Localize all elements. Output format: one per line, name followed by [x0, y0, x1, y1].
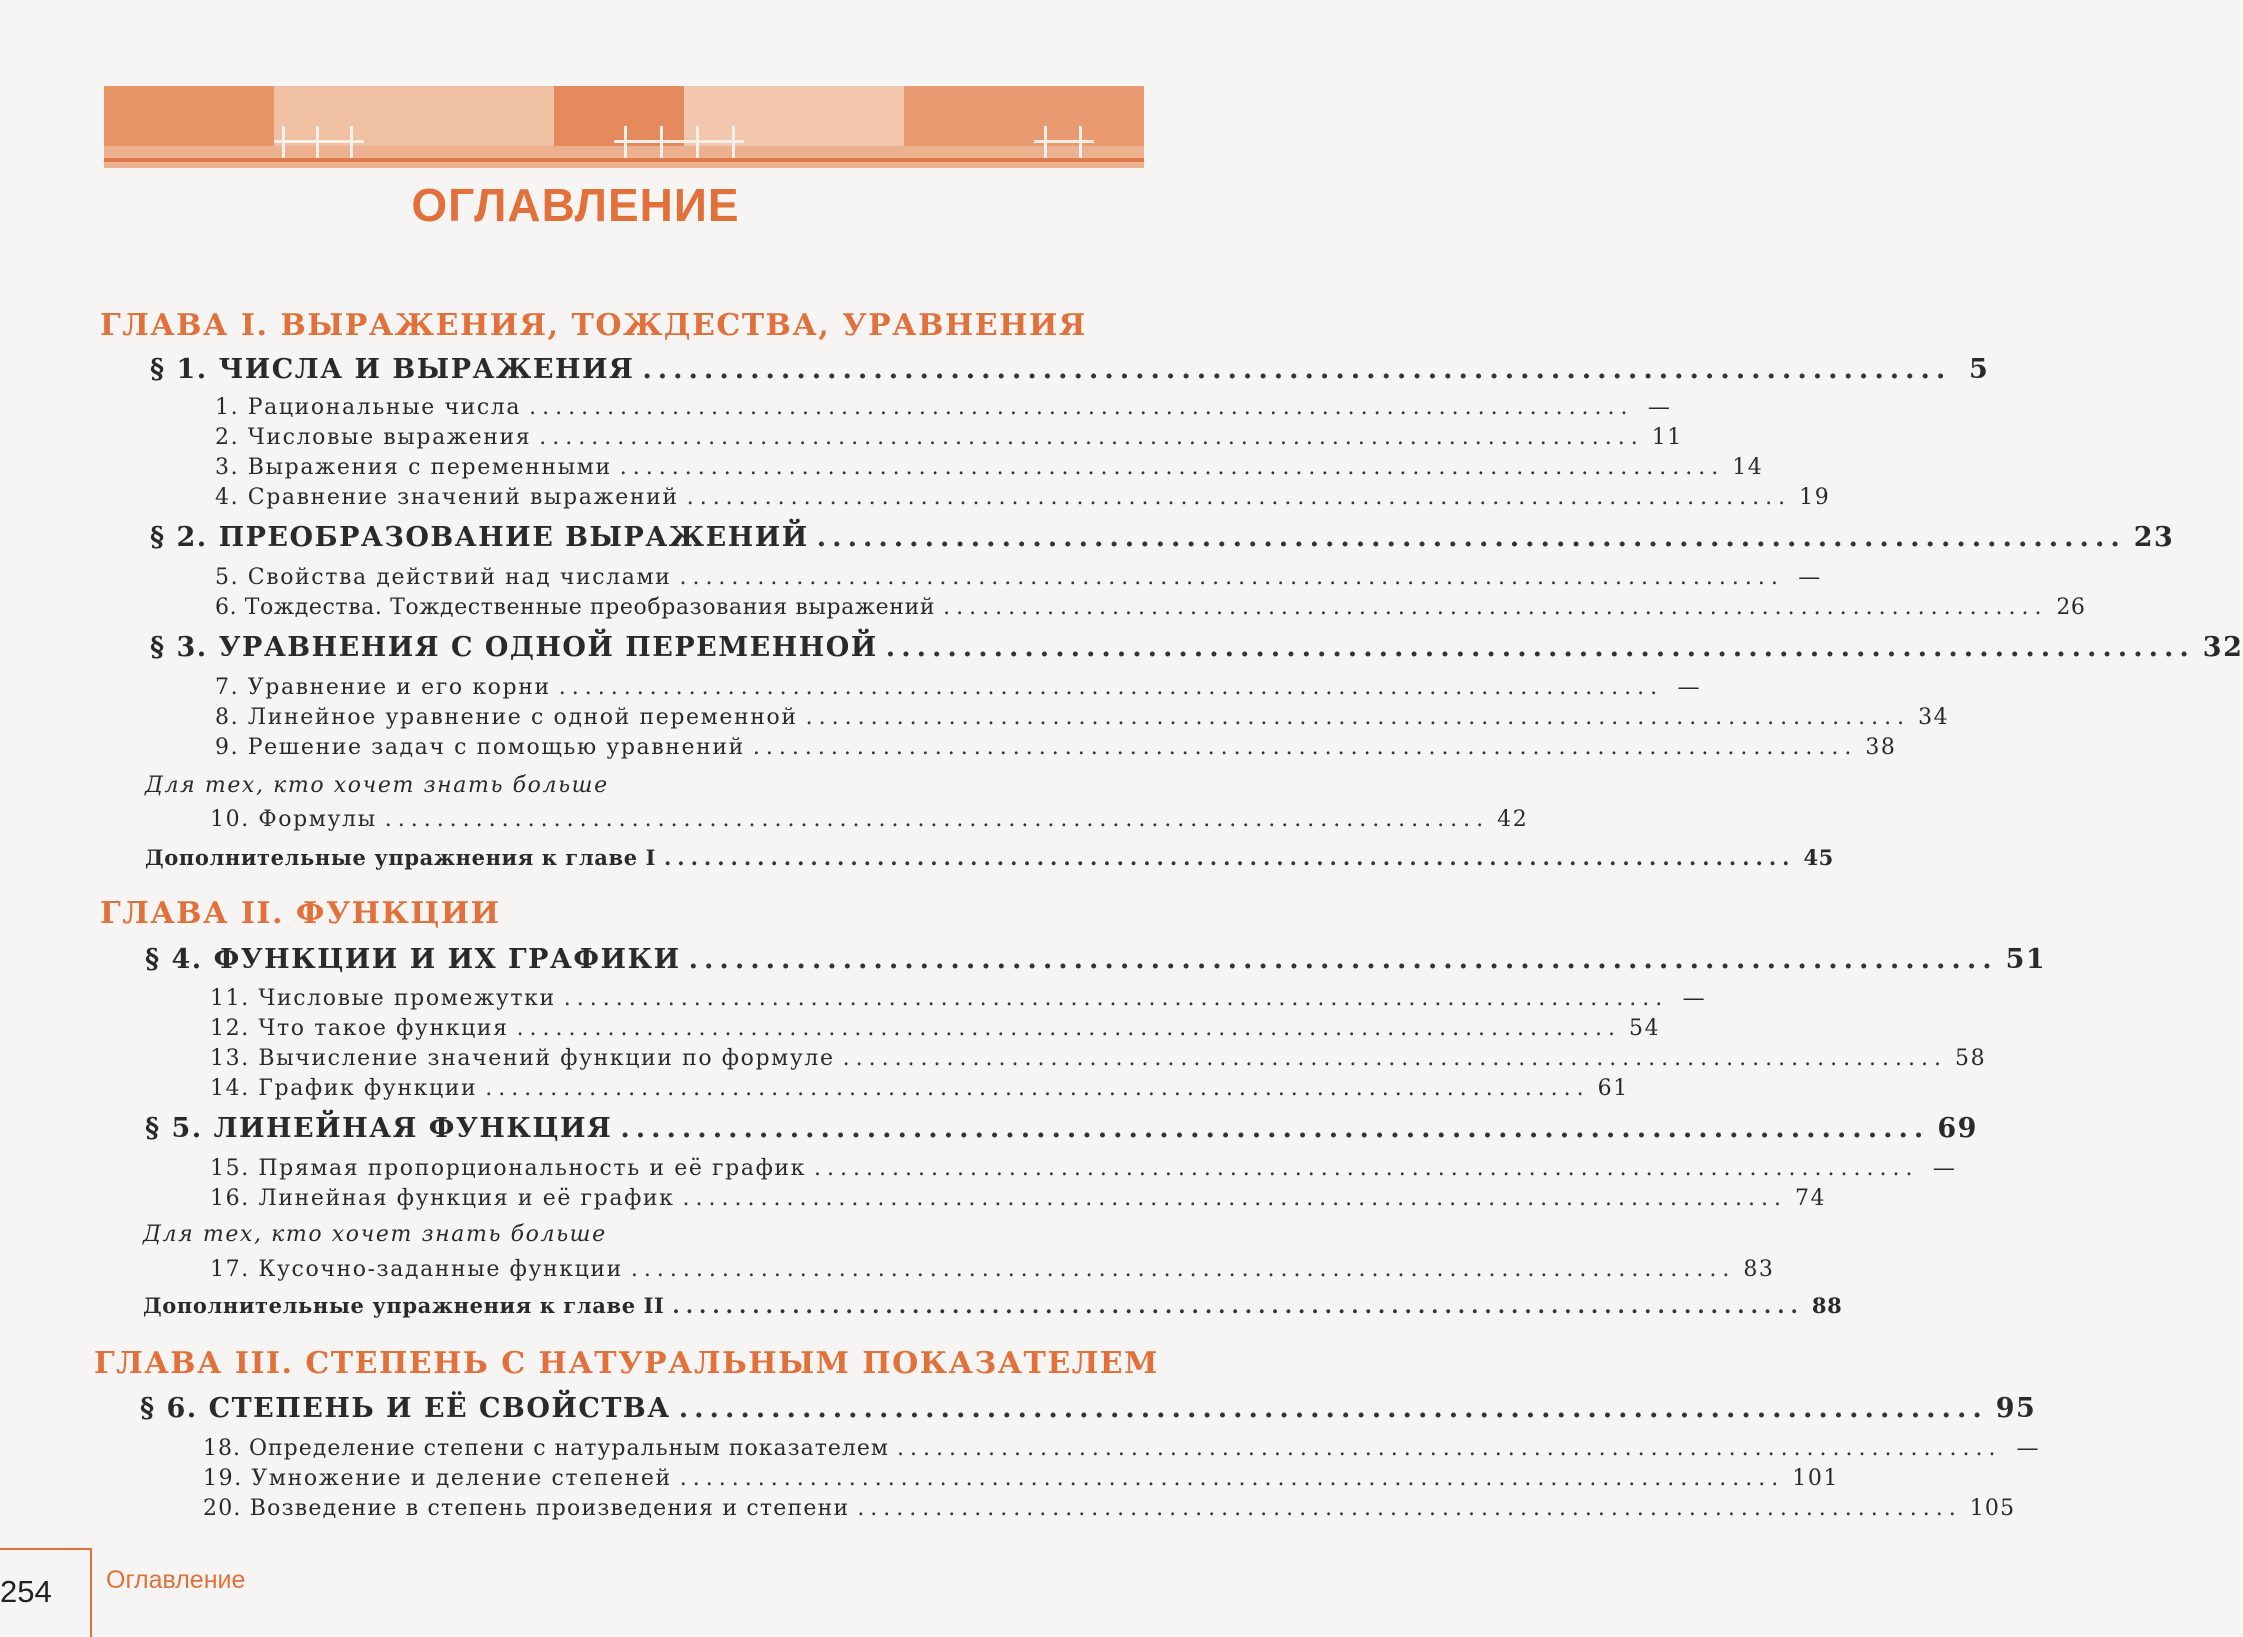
- page-ref: —: [1647, 395, 1672, 420]
- leader-dots: .....................................................................................: [943, 595, 2048, 620]
- leader-dots: .....................................................................................: [816, 522, 2126, 553]
- toc-extra[interactable]: Дополнительные упражнения к главе I ..................................................................................... 45: [145, 845, 1834, 870]
- toc-item[interactable]: 16. Линейная функция и её график ..................................................................................... 74: [210, 1186, 1827, 1211]
- toc-extra[interactable]: Дополнительные упражнения к главе II ..................................................................................... 88: [143, 1293, 1843, 1318]
- toc-item[interactable]: 15. Прямая пропорциональность и её график ..................................................................................... —: [210, 1156, 1957, 1181]
- toc-item[interactable]: 5. Свойства действий над числами ..................................................................................... —: [215, 565, 1822, 590]
- page-ref: —: [1682, 986, 1707, 1011]
- page-ref: 74: [1794, 1186, 1827, 1211]
- page-ref: 88: [1811, 1293, 1843, 1318]
- toc-item[interactable]: 8. Линейное уравнение с одной переменной ..................................................................................... 34: [215, 705, 1950, 730]
- page-ref: 105: [1969, 1496, 2016, 1521]
- leader-dots: .....................................................................................: [529, 395, 1634, 420]
- page-ref: 14: [1732, 455, 1764, 480]
- toc-item[interactable]: 12. Что такое функция ..................................................................................... 54: [210, 1016, 1661, 1041]
- page-ref: 26: [2056, 595, 2086, 620]
- page-ref: 101: [1792, 1466, 1840, 1491]
- toc-section[interactable]: § 5. ЛИНЕЙНАЯ ФУНКЦИЯ ..................................................................................... 69: [145, 1113, 1978, 1144]
- page-ref: 5: [1969, 354, 1990, 385]
- chapter-heading: ГЛАВА II. ФУНКЦИИ: [100, 896, 501, 931]
- toc-item[interactable]: 2. Числовые выражения ..................................................................................... 11: [215, 425, 1683, 450]
- page-ref: 95: [1995, 1393, 2037, 1424]
- page-ref: 69: [1937, 1113, 1978, 1144]
- leader-dots: .....................................................................................: [630, 1257, 1736, 1282]
- toc-item[interactable]: 13. Вычисление значений функции по формуле ..................................................................................... 58: [210, 1046, 1987, 1071]
- toc-item[interactable]: 11. Числовые промежутки ..................................................................................... —: [210, 986, 1707, 1011]
- toc-section[interactable]: § 2. ПРЕОБРАЗОВАНИЕ ВЫРАЖЕНИЙ ..................................................................................... 23: [150, 522, 2175, 553]
- page-ref: —: [2016, 1436, 2040, 1461]
- leader-dots: .....................................................................................: [805, 705, 1911, 730]
- toc-item[interactable]: 10. Формулы ..................................................................................... 42: [210, 807, 1529, 832]
- page-ref: —: [1932, 1156, 1957, 1181]
- leader-dots: .....................................................................................: [842, 1046, 1948, 1071]
- leader-dots: .....................................................................................: [384, 807, 1490, 832]
- leader-dots: .....................................................................................: [686, 485, 1792, 510]
- page-ref: 61: [1597, 1076, 1629, 1101]
- toc-item[interactable]: 1. Рациональные числа ..................................................................................... —: [215, 395, 1672, 420]
- page-number: 254: [0, 1574, 52, 1609]
- leader-dots: .....................................................................................: [664, 845, 1796, 870]
- toc-item[interactable]: 18. Определение степени с натуральным показателем ..................................................................................... —: [203, 1436, 2040, 1461]
- page-ref: 11: [1651, 425, 1683, 450]
- leader-dots: .....................................................................................: [642, 354, 1952, 385]
- leader-dots: .....................................................................................: [558, 675, 1664, 700]
- leader-dots: .....................................................................................: [679, 1466, 1785, 1491]
- leader-dots: .....................................................................................: [682, 1186, 1787, 1211]
- leader-dots: .....................................................................................: [814, 1156, 1919, 1181]
- page-ref: 34: [1918, 705, 1950, 730]
- toc-item[interactable]: 9. Решение задач с помощью уравнений ..................................................................................... 38: [215, 735, 1897, 760]
- toc-section[interactable]: § 1. ЧИСЛА И ВЫРАЖЕНИЯ ..................................................................................... 5: [150, 354, 1990, 385]
- page-ref: 45: [1803, 845, 1834, 870]
- page-title: ОГЛАВЛЕНИЕ: [411, 179, 740, 231]
- leader-dots: .....................................................................................: [619, 455, 1725, 480]
- more-heading: Для тех, кто хочет знать больше: [143, 1222, 607, 1247]
- toc-item[interactable]: 20. Возведение в степень произведения и степени ..................................................................................... 105: [203, 1496, 2016, 1521]
- leader-dots: .....................................................................................: [679, 565, 1784, 590]
- toc-item[interactable]: 3. Выражения с переменными ..................................................................................... 14: [215, 455, 1764, 480]
- toc-section[interactable]: § 4. ФУНКЦИИ И ИХ ГРАФИКИ ..................................................................................... 51: [145, 944, 2047, 975]
- chapter-heading: ГЛАВА I. ВЫРАЖЕНИЯ, ТОЖДЕСТВА, УРАВНЕНИЯ: [100, 308, 1087, 343]
- leader-dots: .....................................................................................: [563, 986, 1669, 1011]
- header-banner: [104, 86, 1144, 168]
- page-ref: —: [1798, 565, 1822, 590]
- leader-dots: .....................................................................................: [752, 735, 1858, 760]
- page-ref: 54: [1628, 1016, 1661, 1041]
- page-ref: 42: [1497, 807, 1529, 832]
- page-ref: 58: [1955, 1046, 1987, 1071]
- leader-dots: .....................................................................................: [678, 1393, 1988, 1424]
- page-ref: 51: [2005, 944, 2047, 975]
- page-ref: 23: [2133, 522, 2175, 553]
- page-ref: 83: [1743, 1257, 1775, 1282]
- toc-section[interactable]: § 6. СТЕПЕНЬ И ЕЁ СВОЙСТВА ..................................................................................... 95: [140, 1393, 2037, 1424]
- toc-item[interactable]: 17. Кусочно-заданные функции ..................................................................................... 83: [210, 1257, 1775, 1282]
- page-ref: 19: [1799, 485, 1831, 510]
- page-ref: 32: [2202, 632, 2243, 663]
- more-heading: Для тех, кто хочет знать больше: [145, 773, 609, 798]
- leader-dots: .....................................................................................: [485, 1076, 1590, 1101]
- toc-item[interactable]: 6. Тождества. Тождественные преобразования выражений ..................................................................................... 26: [215, 595, 2086, 620]
- toc-section[interactable]: § 3. УРАВНЕНИЯ С ОДНОЙ ПЕРЕМЕННОЙ ..................................................................................... 32: [150, 632, 2243, 663]
- leader-dots: .....................................................................................: [897, 1436, 2002, 1461]
- toc-item[interactable]: 19. Умножение и деление степеней ..................................................................................... 101: [203, 1466, 1840, 1491]
- toc-item[interactable]: 14. График функции ..................................................................................... 61: [210, 1076, 1629, 1101]
- leader-dots: .....................................................................................: [539, 425, 1644, 450]
- page-ref: 38: [1865, 735, 1897, 760]
- chapter-heading: ГЛАВА III. СТЕПЕНЬ С НАТУРАЛЬНЫМ ПОКАЗАТЕЛЕМ: [94, 1346, 1159, 1381]
- leader-dots: .....................................................................................: [885, 632, 2195, 663]
- leader-dots: .....................................................................................: [672, 1293, 1804, 1318]
- toc-item[interactable]: 4. Сравнение значений выражений ..................................................................................... 19: [215, 485, 1831, 510]
- leader-dots: .....................................................................................: [688, 944, 1998, 975]
- leader-dots: .....................................................................................: [516, 1016, 1621, 1041]
- running-footer: Оглавление: [106, 1566, 246, 1594]
- page-ref: —: [1677, 675, 1702, 700]
- toc-item[interactable]: 7. Уравнение и его корни ..................................................................................... —: [215, 675, 1702, 700]
- leader-dots: .....................................................................................: [857, 1496, 1962, 1521]
- leader-dots: .....................................................................................: [620, 1113, 1930, 1144]
